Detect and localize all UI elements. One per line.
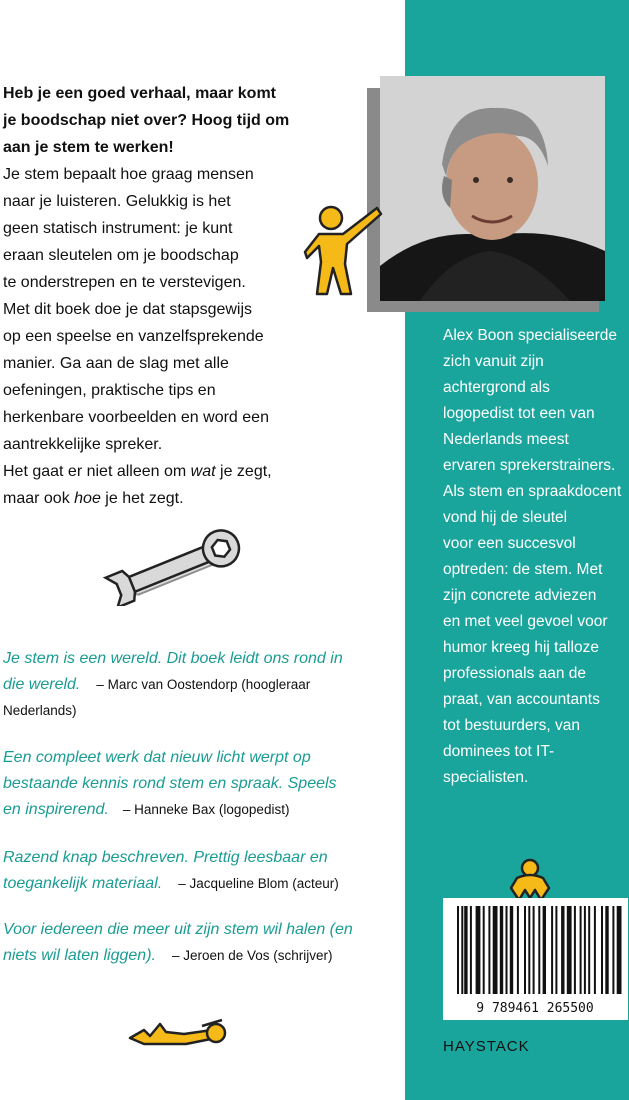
quote-text: Je stem is een wereld. Dit boek leidt ons rond in xyxy=(3,650,343,667)
bio-line: humor kreeg hij talloze xyxy=(443,639,599,656)
barcode-digits: 9 789461 265500 xyxy=(476,1001,594,1016)
quote-text: Een compleet werk dat nieuw licht werpt op xyxy=(3,749,311,766)
barcode-bar xyxy=(567,906,572,994)
barcode-bar xyxy=(617,906,622,994)
quote-author: – Jacqueline Blom (acteur) xyxy=(178,876,339,891)
body-line: aantrekkelijke spreker. xyxy=(3,436,163,453)
closing-emphasis: hoe xyxy=(74,490,101,507)
quote-author: Nederlands) xyxy=(3,703,77,718)
barcode-bar xyxy=(500,906,503,994)
body-line: naar je luisteren. Gelukkig is het xyxy=(3,193,231,210)
bio-line: praat, van accountants xyxy=(443,691,600,708)
pointing-figure-icon xyxy=(303,200,385,300)
body-line: Met dit boek doe je dat stapsgewijs xyxy=(3,301,253,318)
lying-figure-icon xyxy=(124,1016,232,1050)
author-photo xyxy=(380,76,605,301)
wrench-icon xyxy=(100,526,245,606)
bio-line: zich vanuit zijn xyxy=(443,353,544,370)
quote-text: Voor iedereen die meer uit zijn stem wil halen (en xyxy=(3,921,353,938)
bio-line: optreden: de stem. Met xyxy=(443,561,603,578)
author-bio xyxy=(443,323,623,791)
barcode-bar xyxy=(580,906,582,994)
quote-text: en inspirerend. xyxy=(3,801,109,818)
body-line: te onderstrepen en te verstevigen. xyxy=(3,274,246,291)
barcode-bar xyxy=(528,906,530,994)
bio-line: Als stem en spraakdocent xyxy=(443,483,622,500)
bio-line: dominees tot IT- xyxy=(443,743,555,760)
crouching-figure-icon xyxy=(505,858,555,902)
quote-4 xyxy=(3,917,363,969)
barcode-bar xyxy=(555,906,557,994)
closing-line-1 xyxy=(3,458,293,485)
bio-line: voor een succesvol xyxy=(443,535,576,552)
closing-text: je het zegt. xyxy=(100,490,184,507)
body-line: herkenbare voorbeelden en word een xyxy=(3,409,269,426)
barcode-bar xyxy=(551,906,553,994)
quote-text: die wereld. xyxy=(3,676,81,693)
body-line: manier. Ga aan de slag met alle xyxy=(3,355,229,372)
lead-line: aan je stem te werken! xyxy=(3,139,174,156)
barcode-bar xyxy=(588,906,590,994)
quote-author: – Marc van Oostendorp (hoogleraar xyxy=(96,677,311,692)
quote-1 xyxy=(3,646,363,724)
barcode-bar xyxy=(601,906,603,994)
body-line: eraan sleutelen om je boodschap xyxy=(3,247,239,264)
lead-line: Heb je een goed verhaal, maar komt xyxy=(3,85,276,102)
quote-text: bestaande kennis rond stem en spraak. Speels xyxy=(3,775,337,792)
closing-text: Het gaat er niet alleen om xyxy=(3,463,191,480)
bio-line: ervaren sprekerstrainers. xyxy=(443,457,616,474)
quote-author: – Hanneke Bax (logopedist) xyxy=(122,802,290,817)
bio-line: achtergrond als xyxy=(443,379,550,396)
barcode-bar xyxy=(464,906,467,994)
closing-text: maar ook xyxy=(3,490,75,507)
barcode-bar xyxy=(483,906,485,994)
bio-line: zijn concrete adviezen xyxy=(443,587,597,604)
barcode-bar xyxy=(488,906,490,994)
intro-text xyxy=(3,80,293,512)
barcode-bar xyxy=(476,906,481,994)
quote-2 xyxy=(3,745,363,823)
barcode-bar xyxy=(584,906,586,994)
bio-line: professionals aan de xyxy=(443,665,587,682)
bio-line: logopedist tot een van xyxy=(443,405,595,422)
barcode-bar xyxy=(561,906,564,994)
closing-line-2 xyxy=(3,485,293,512)
body-line: oefeningen, praktische tips en xyxy=(3,382,216,399)
bio-line: Nederlands meest xyxy=(443,431,569,448)
body-line: op een speelse en vanzelfsprekende xyxy=(3,328,264,345)
body-line: Je stem bepaalt hoe graag mensen xyxy=(3,166,254,183)
quote-text: niets wil laten liggen). xyxy=(3,947,156,964)
barcode-bar xyxy=(538,906,540,994)
body-line: geen statisch instrument: je kunt xyxy=(3,220,233,237)
publisher-logo: HAYSTACK xyxy=(443,1038,530,1055)
quote-author: – Jeroen de Vos (schrijver) xyxy=(171,948,333,963)
quote-3 xyxy=(3,845,363,897)
barcode-bar xyxy=(493,906,498,994)
bio-line: Alex Boon specialiseerde xyxy=(443,327,618,344)
barcode-bar xyxy=(612,906,614,994)
bio-line: en met veel gevoel voor xyxy=(443,613,608,630)
barcode-bar xyxy=(605,906,608,994)
barcode-bar xyxy=(533,906,535,994)
barcode-bars xyxy=(443,898,628,1020)
bio-line: specialisten. xyxy=(443,769,529,786)
author-portrait-image xyxy=(380,76,605,301)
barcode-bar xyxy=(574,906,576,994)
barcode-bar xyxy=(517,906,519,994)
barcode-bar xyxy=(461,906,463,994)
closing-emphasis: wat xyxy=(190,463,216,480)
lead-line: je boodschap niet over? Hoog tijd om xyxy=(3,112,290,129)
bio-line: vond hij de sleutel xyxy=(443,509,568,526)
barcode-bar xyxy=(543,906,546,994)
quote-text: Razend knap beschreven. Prettig leesbaar en xyxy=(3,849,328,866)
barcode xyxy=(443,898,628,1020)
barcode-bar xyxy=(594,906,596,994)
barcode-bar xyxy=(524,906,526,994)
bio-line: tot bestuurders, van xyxy=(443,717,580,734)
barcode-bar xyxy=(457,906,459,994)
barcode-bar xyxy=(510,906,513,994)
barcode-bar xyxy=(506,906,508,994)
barcode-bar xyxy=(470,906,472,994)
quote-text: toegankelijk materiaal. xyxy=(3,875,163,892)
closing-text: je zegt, xyxy=(215,463,272,480)
